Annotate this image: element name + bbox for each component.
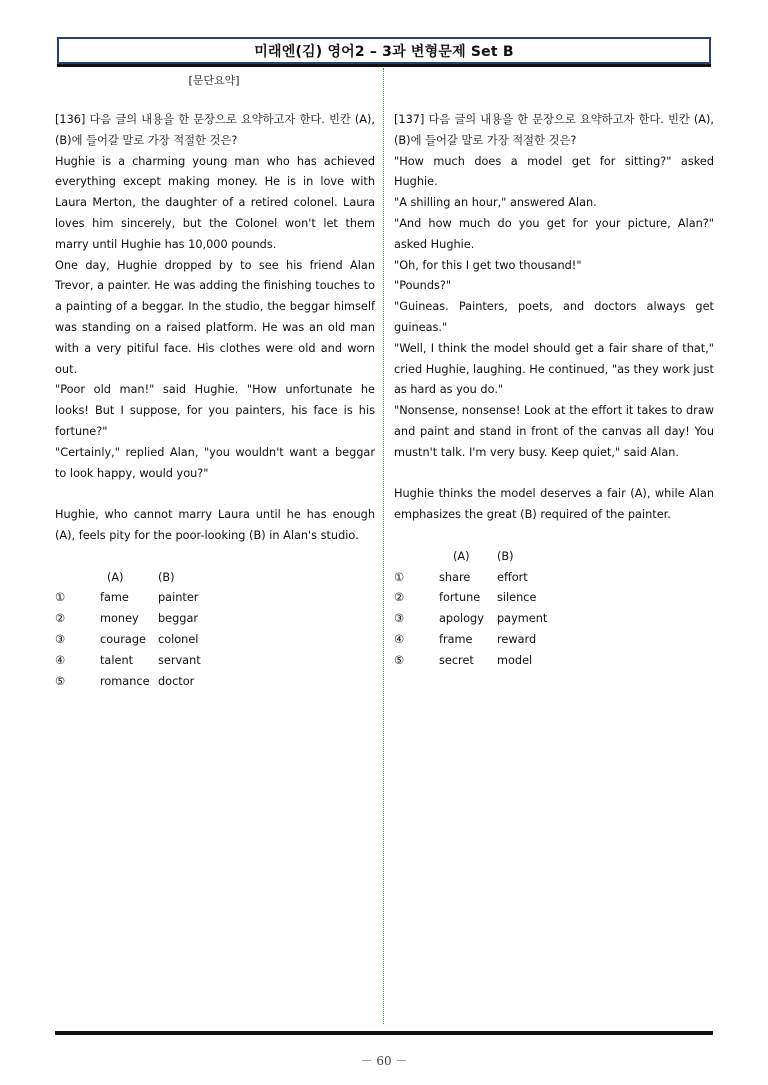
choice-b: reward (497, 632, 537, 646)
answer-choice[interactable] (394, 588, 714, 609)
answer-choice[interactable] (394, 630, 714, 651)
answer-choice[interactable] (394, 568, 714, 589)
passage-paragraph: "Pounds?" (394, 279, 452, 293)
choice-number: ⑤ (55, 674, 66, 688)
choice-number: ④ (394, 632, 405, 646)
column-divider (383, 68, 384, 1024)
choice-a: courage (100, 632, 146, 646)
answer-choice[interactable] (55, 672, 375, 693)
choice-a: romance (100, 674, 150, 688)
choice-header-a: (A) (453, 549, 470, 563)
footer-rule (55, 1031, 713, 1035)
choice-b: model (497, 653, 533, 667)
passage-paragraph: "Poor old man!" said Hughie. "How unfortunate he looks! But I suppose, for you painters, his face is his fortune?" (55, 383, 375, 438)
answer-choice[interactable] (394, 651, 714, 672)
passage-paragraph: "Nonsense, nonsense! Look at the effort it takes to draw and paint and stand in front of the canvas all day! You mustn't talk. I'm very busy. Keep quiet," said Alan. (394, 404, 714, 459)
question-prompt: [137] 다음 글의 내용을 한 문장으로 요약하고자 한다. 빈칸 (A), (B)에 들어갈 말로 가장 적절한 것은? (394, 113, 714, 147)
passage-paragraph: "Oh, for this I get two thousand!" (394, 258, 582, 272)
summary-sentence: Hughie, who cannot marry Laura until he has enough (A), feels pity for the poor-looking (B) in Alan's studio. (55, 508, 375, 542)
choice-b: silence (497, 591, 537, 605)
answer-choice[interactable] (394, 609, 714, 630)
choice-number: ⑤ (394, 653, 405, 667)
choice-a: apology (439, 612, 484, 626)
passage-paragraph: One day, Hughie dropped by to see his friend Alan Trevor, a painter. He was adding the finishing touches to a painting of a beggar. In the studio, the beggar himself was standing on a raised platform. He was an old man with a very pitiful face. His clothes were old and worn out. (55, 258, 375, 376)
choice-a: fame (100, 591, 129, 605)
summary-sentence: Hughie thinks the model deserves a fair (A), while Alan emphasizes the great (B) required of the painter. (394, 487, 714, 522)
question-136 (55, 110, 375, 692)
choice-a: secret (439, 653, 474, 667)
choice-number: ② (394, 591, 405, 605)
choice-header-b: (B) (158, 570, 175, 584)
choice-b: beggar (158, 612, 199, 626)
choice-a: talent (100, 653, 134, 667)
choice-number: ③ (55, 632, 66, 646)
page-title: 미래엔(김) 영어2 – 3과 변형문제 Set B (254, 43, 514, 60)
choice-number: ① (55, 591, 66, 605)
passage-paragraph: Hughie is a charming young man who has achieved everything except making money. He is in love with Laura Merton, the daughter of a retired colonel. Laura loves him sincerely, but the Colonel won't let them marry until Hughie has 10,000 pounds. (55, 154, 375, 251)
choice-b: doctor (158, 674, 195, 688)
passage-paragraph: "And how much do you get for your picture, Alan?" asked Hughie. (394, 216, 714, 251)
page-title-box (57, 37, 711, 64)
answer-choice[interactable] (55, 651, 375, 672)
question-prompt: [136] 다음 글의 내용을 한 문장으로 요약하고자 한다. 빈칸 (A), (B)에 들어갈 말로 가장 적절한 것은? (55, 113, 375, 147)
choice-header (394, 547, 714, 568)
choice-header-a: (A) (107, 570, 124, 584)
title-underline (57, 64, 711, 67)
choice-b: painter (158, 591, 199, 605)
choice-b: colonel (158, 632, 199, 646)
passage-paragraph: "Guineas. Painters, poets, and doctors always get guineas." (394, 300, 714, 334)
choice-b: servant (158, 653, 201, 667)
answer-choice[interactable] (55, 609, 375, 630)
page-number: － 60 － (360, 1054, 408, 1068)
choice-b: payment (497, 612, 548, 626)
choice-number: ③ (394, 612, 405, 626)
choice-number: ④ (55, 653, 66, 667)
answer-choice[interactable] (55, 588, 375, 609)
question-137 (394, 110, 714, 672)
answer-choice[interactable] (55, 630, 375, 651)
choice-header-b: (B) (497, 549, 514, 563)
passage-paragraph: "Well, I think the model should get a fair share of that," cried Hughie, laughing. He continued, "as they work just as hard as you do." (394, 341, 714, 397)
choice-header (55, 568, 375, 589)
choice-a: fortune (439, 591, 481, 605)
choice-b: effort (497, 570, 528, 584)
choice-number: ② (55, 612, 66, 626)
passage-paragraph: "A shilling an hour," answered Alan. (394, 196, 597, 210)
passage-paragraph: "Certainly," replied Alan, "you wouldn't want a beggar to look happy, would you?" (55, 445, 375, 480)
choice-a: money (100, 612, 139, 626)
passage-paragraph: "How much does a model get for sitting?" asked Hughie. (394, 154, 714, 189)
choice-number: ① (394, 570, 405, 584)
choice-a: share (439, 570, 471, 584)
choice-a: frame (439, 632, 473, 646)
section-label: [문단요약] (188, 74, 240, 87)
